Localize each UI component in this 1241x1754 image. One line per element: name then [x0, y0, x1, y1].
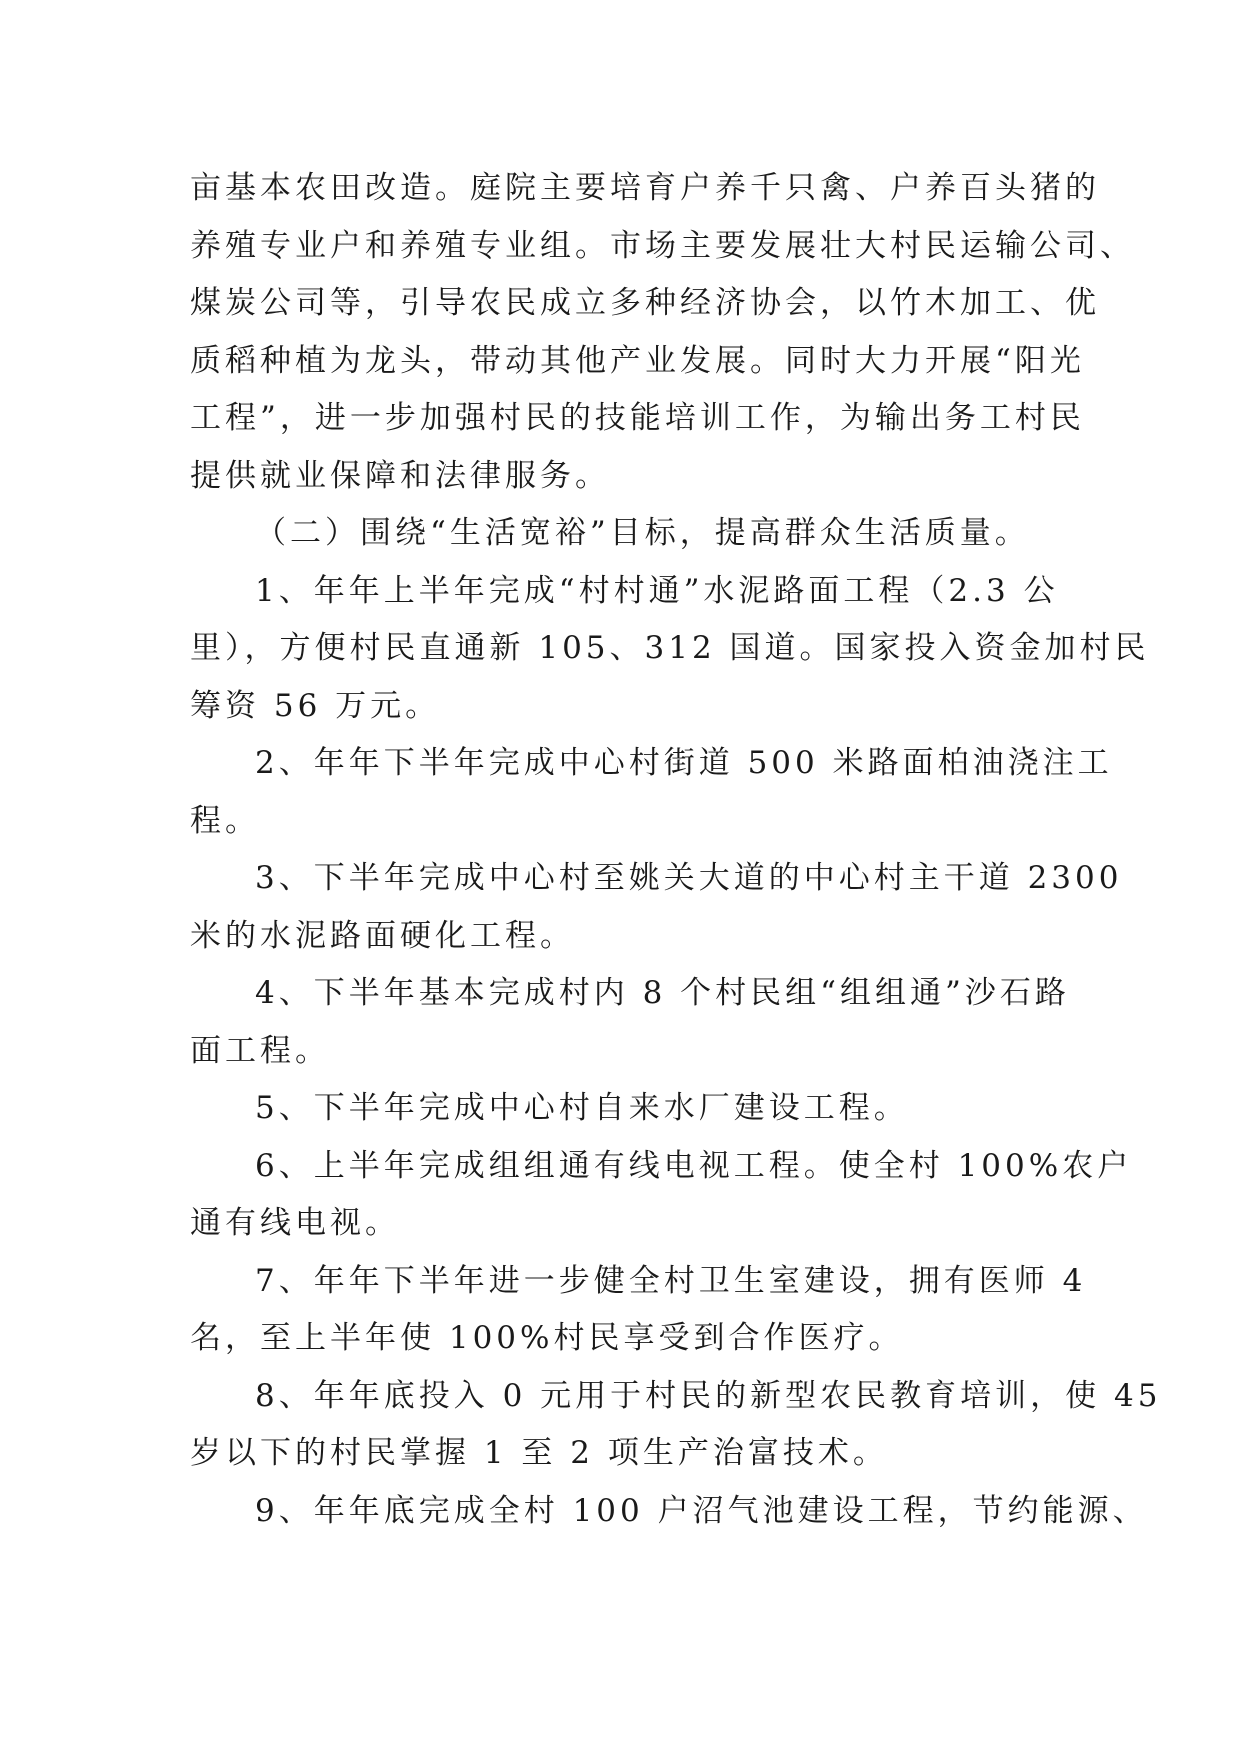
text-line: 8、年年底投入 0 元用于村民的新型农民教育培训，使 45 — [255, 1377, 1162, 1414]
text-line: 程。 — [190, 802, 260, 839]
text-line: 提供就业保障和法律服务。 — [190, 457, 610, 494]
text-line: 6、上半年完成组组通有线电视工程。使全村 100%农户 — [255, 1147, 1133, 1184]
text-line: 1、年年上半年完成“村村通”水泥路面工程（2.3 公 — [255, 572, 1059, 609]
document-body — [190, 160, 1162, 1540]
text-line: 养殖专业户和养殖专业组。市场主要发展壮大村民运输公司、 — [190, 227, 1135, 264]
text-line: 里），方便村民直通新 105、312 国道。国家投入资金加村民 — [190, 630, 1150, 666]
text-line: 7、年年下半年进一步健全村卫生室建设，拥有医师 4 — [255, 1262, 1087, 1299]
text-line: 2、年年下半年完成中心村街道 500 米路面柏油浇注工 — [255, 745, 1113, 781]
text-line: 煤炭公司等，引导农民成立多种经济协会，以竹木加工、优 — [190, 285, 1100, 321]
text-line: 5、下半年完成中心村自来水厂建设工程。 — [255, 1090, 909, 1126]
text-line: 4、下半年基本完成村内 8 个村民组“组组通”沙石路 — [255, 975, 1070, 1011]
text-line: 通有线电视。 — [190, 1205, 400, 1241]
text-line: 3、下半年完成中心村至姚关大道的中心村主干道 2300 — [255, 860, 1123, 896]
text-line: 亩基本农田改造。庭院主要培育户养千只禽、户养百头猪的 — [190, 170, 1100, 206]
text-line: 面工程。 — [190, 1032, 330, 1069]
text-line: 9、年年底完成全村 100 户沼气池建设工程，节约能源、 — [255, 1492, 1148, 1529]
section-heading: （二）围绕“生活宽裕”目标，提高群众生活质量。 — [255, 515, 1030, 551]
text-line: 岁以下的村民掌握 1 至 2 项生产治富技术。 — [190, 1435, 888, 1471]
text-line: 筹资 56 万元。 — [190, 687, 441, 724]
text-line: 工程”，进一步加强村民的技能培训工作，为输出务工村民 — [190, 400, 1085, 436]
text-line: 米的水泥路面硬化工程。 — [190, 917, 575, 954]
text-line: 质稻种植为龙头，带动其他产业发展。同时大力开展“阳光 — [190, 342, 1085, 379]
text-line: 名，至上半年使 100%村民享受到合作医疗。 — [190, 1320, 904, 1356]
